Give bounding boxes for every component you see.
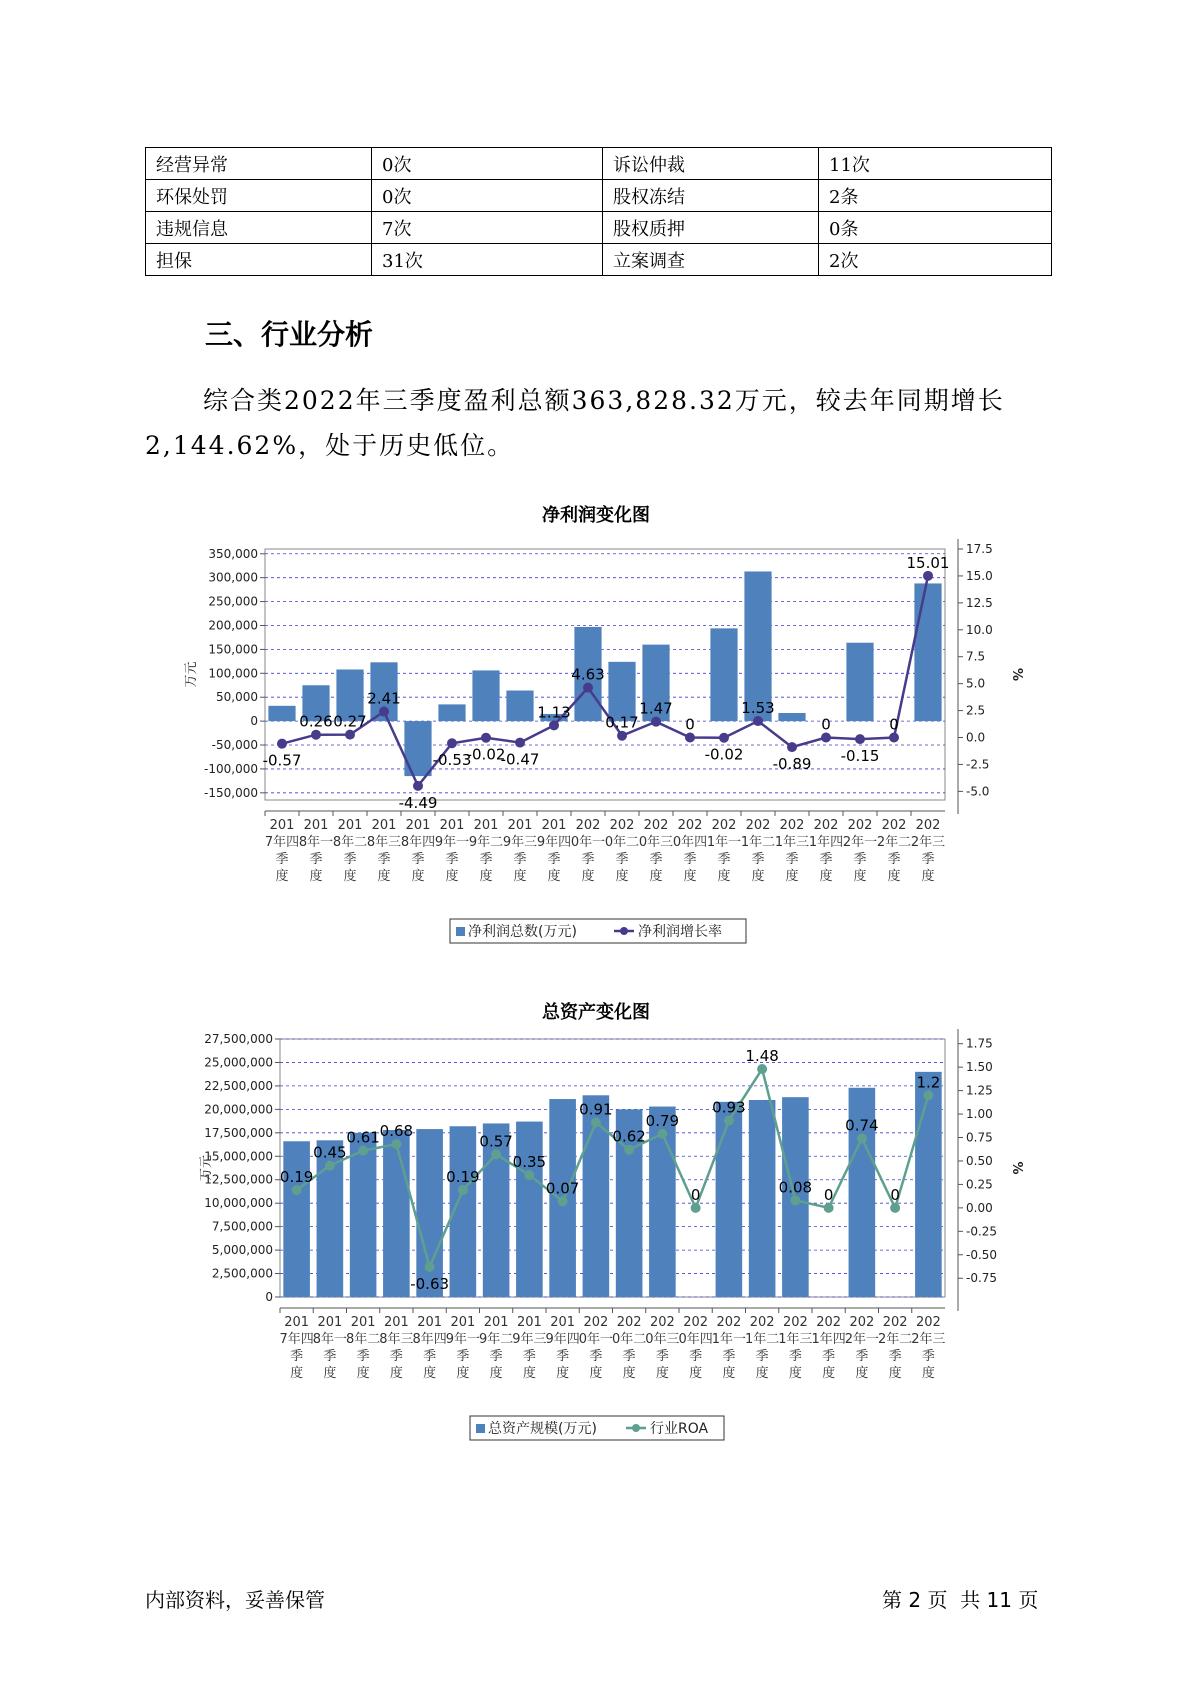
data-label: -0.57 (262, 751, 302, 770)
line-point (624, 1145, 634, 1155)
y2-tick-label: 5.0 (966, 676, 986, 691)
x-tick-label: 202 2年三季度 (910, 818, 946, 884)
line-point (617, 731, 627, 741)
x-tick-label: 201 8年四季度 (400, 818, 436, 884)
data-label: 0.68 (379, 1122, 414, 1141)
data-label: 0 (685, 715, 695, 734)
line-point (923, 571, 933, 581)
line-point (657, 1129, 667, 1139)
line-point (583, 683, 593, 693)
y-tick-label: 150,000 (208, 642, 258, 657)
x-tick-label: 202 2年一季度 (842, 818, 878, 884)
x-tick-label: 201 8年三季度 (366, 818, 402, 884)
table-value-cell: 31次 (372, 244, 603, 276)
data-label: 1.48 (745, 1047, 779, 1066)
data-label: 0.26 (299, 712, 333, 731)
bar (846, 643, 873, 721)
table-label-cell: 股权冻结 (603, 180, 819, 212)
y-tick-label: -50,000 (211, 738, 258, 753)
data-label: 0.74 (845, 1116, 879, 1135)
x-tick-label: 202 1年四季度 (808, 818, 844, 884)
net-profit-chart-title: 净利润变化图 (542, 505, 650, 526)
y2-tick-label: 0.75 (966, 1130, 993, 1145)
line-point (481, 733, 491, 743)
line-point (889, 733, 899, 743)
x-tick-label: 201 7年四季度 (279, 1315, 314, 1381)
x-tick-label: 202 0年一季度 (570, 818, 606, 884)
y2-tick-label: -5.0 (966, 784, 990, 799)
bar (438, 704, 465, 721)
line-point (491, 1149, 501, 1159)
line-point (651, 717, 661, 727)
data-label: 0.19 (279, 1168, 314, 1187)
line-point (719, 733, 729, 743)
y-axis-title: 万元 (199, 1154, 214, 1182)
line-point (458, 1185, 468, 1195)
data-label: 0.35 (512, 1153, 547, 1172)
table-value-cell: 0条 (819, 212, 1052, 244)
y2-tick-label: 15.0 (966, 568, 993, 583)
data-label: 0 (889, 715, 899, 734)
data-label: 1.47 (639, 699, 673, 718)
bar (516, 1122, 543, 1297)
data-label: 0 (821, 715, 831, 734)
y-tick-label: 7,500,000 (211, 1219, 273, 1234)
data-label: -0.53 (432, 751, 472, 770)
section-heading: 三、行业分析 (205, 318, 374, 351)
total-assets-chart-title: 总资产变化图 (542, 1002, 650, 1023)
data-label: 0.08 (778, 1178, 813, 1197)
y2-tick-label: 0.00 (966, 1200, 993, 1215)
line-point (857, 1133, 867, 1143)
data-label: 0.57 (479, 1132, 513, 1151)
line-point (757, 1064, 767, 1074)
y-tick-label: 250,000 (208, 594, 258, 609)
y-tick-label: 300,000 (208, 570, 258, 585)
data-label: 0.19 (446, 1168, 480, 1187)
table-value-cell: 2次 (819, 244, 1052, 276)
bar (268, 706, 295, 721)
y-tick-label: -100,000 (204, 761, 258, 776)
data-label: 1.13 (537, 703, 571, 722)
line-point (447, 738, 457, 748)
table-label-cell: 经营异常 (146, 148, 372, 180)
data-label: 0.61 (346, 1128, 380, 1147)
line-point (311, 730, 321, 740)
x-tick-label: 202 0年三季度 (645, 1315, 680, 1381)
bar (710, 628, 737, 721)
data-label: -0.15 (840, 747, 880, 766)
line-point (358, 1146, 368, 1156)
y2-tick-label: 12.5 (966, 595, 993, 610)
y-tick-label: 25,000,000 (204, 1055, 273, 1070)
legend-line-marker (632, 1424, 640, 1432)
legend-line-marker (620, 927, 628, 935)
y2-axis-title: % (1009, 667, 1024, 682)
y2-tick-label: 7.5 (966, 649, 986, 664)
line-point (515, 738, 525, 748)
line-point (425, 1262, 435, 1272)
x-tick-label: 202 2年二季度 (876, 818, 912, 884)
y2-tick-label: 0.0 (966, 730, 986, 745)
footer-confidential: 内部资料，妥善保管 (145, 1588, 325, 1612)
line-point (724, 1116, 734, 1126)
y-tick-label: 10,000,000 (204, 1196, 273, 1211)
x-tick-label: 202 0年四季度 (672, 818, 708, 884)
y-tick-label: 20,000,000 (204, 1102, 273, 1117)
x-tick-label: 202 2年一季度 (844, 1315, 880, 1381)
net-profit-chart (180, 528, 1030, 958)
line-point (753, 716, 763, 726)
x-tick-label: 202 0年二季度 (604, 818, 640, 884)
line-point (790, 1195, 800, 1205)
line-point (691, 1203, 701, 1213)
x-tick-label: 201 8年二季度 (345, 1315, 381, 1381)
y-tick-label: 200,000 (208, 618, 258, 633)
x-tick-label: 201 9年四季度 (545, 1315, 580, 1381)
y-axis-title: 万元 (184, 661, 199, 688)
x-tick-label: 202 1年二季度 (744, 1315, 780, 1381)
y-tick-label: 0 (250, 714, 258, 729)
table-value-cell: 7次 (372, 212, 603, 244)
table-label-cell: 环保处罚 (146, 180, 372, 212)
y-tick-label: 100,000 (208, 666, 258, 681)
legend-bar-swatch (456, 927, 465, 936)
x-tick-label: 201 9年二季度 (468, 818, 504, 884)
legend-line-label: 行业ROA (650, 1421, 709, 1437)
chart-legend (470, 1416, 724, 1440)
data-label: -0.02 (466, 745, 506, 764)
table-label-cell: 诉讼仲裁 (603, 148, 819, 180)
x-tick-label: 202 0年一季度 (578, 1315, 614, 1381)
data-label: 0.79 (645, 1111, 680, 1130)
y-tick-label: 2,500,000 (211, 1266, 273, 1281)
x-tick-label: 201 9年三季度 (502, 818, 538, 884)
data-label: 15.01 (906, 553, 950, 572)
y2-tick-label: 1.00 (966, 1107, 993, 1122)
line-point (549, 720, 559, 730)
data-label: 1.53 (741, 699, 775, 718)
data-label: 0.17 (605, 713, 639, 732)
table-label-cell: 违规信息 (146, 212, 372, 244)
y2-tick-label: 0.50 (966, 1153, 993, 1168)
line-point (524, 1170, 534, 1180)
risk-info-table (145, 147, 1052, 276)
legend-bar-label: 总资产规模(万元) (488, 1421, 597, 1437)
x-tick-label: 202 2年二季度 (877, 1315, 913, 1381)
x-tick-label: 202 0年二季度 (611, 1315, 647, 1381)
legend-bar-label: 净利润总数(万元) (468, 924, 577, 940)
y2-tick-label: 1.75 (966, 1036, 993, 1051)
table-row (146, 212, 1052, 244)
x-tick-label: 201 8年一季度 (312, 1315, 348, 1381)
y2-tick-label: -0.25 (966, 1224, 998, 1239)
data-label: 0 (890, 1185, 900, 1204)
table-value-cell: 0次 (372, 148, 603, 180)
y2-tick-label: 2.5 (966, 703, 986, 718)
bar (506, 691, 533, 722)
data-label: 0.27 (333, 712, 367, 731)
y2-tick-label: 17.5 (966, 542, 993, 556)
y2-tick-label: -0.75 (966, 1271, 998, 1286)
total-assets-chart (180, 1025, 1030, 1455)
chart-legend (450, 919, 746, 943)
y-tick-label: 5,000,000 (211, 1243, 273, 1258)
line-point (824, 1203, 834, 1213)
data-label: 0.93 (712, 1098, 746, 1117)
data-label: 0.45 (313, 1143, 347, 1162)
bar (472, 670, 499, 721)
x-tick-label: 201 8年四季度 (412, 1315, 447, 1381)
line-point (379, 707, 389, 717)
table-value-cell: 0次 (372, 180, 603, 212)
y2-tick-label: 0.25 (966, 1177, 993, 1192)
data-label: 0.91 (579, 1100, 613, 1119)
data-label: 0.07 (545, 1179, 580, 1198)
data-label: 1.2 (916, 1073, 941, 1092)
line-point (855, 734, 865, 744)
x-tick-label: 202 1年三季度 (778, 1315, 813, 1381)
data-label: -0.89 (772, 755, 812, 774)
x-tick-label: 202 0年四季度 (678, 1315, 713, 1381)
x-tick-label: 201 7年四季度 (264, 818, 300, 884)
line-point (923, 1090, 933, 1100)
y2-tick-label: -2.5 (966, 757, 990, 772)
table-value-cell: 11次 (819, 148, 1052, 180)
table-row (146, 180, 1052, 212)
bar (383, 1130, 410, 1297)
line-point (890, 1203, 900, 1213)
line-point (591, 1117, 601, 1127)
data-label: 0.62 (612, 1127, 646, 1146)
line-point (345, 730, 355, 740)
bar (716, 1102, 743, 1297)
y-tick-label: -150,000 (204, 785, 258, 800)
bar (749, 1100, 776, 1297)
summary-paragraph (145, 378, 1005, 468)
data-label: -0.02 (704, 745, 744, 764)
line-point (277, 739, 287, 749)
y-tick-label: 22,500,000 (204, 1078, 273, 1093)
y2-tick-label: 1.25 (966, 1083, 993, 1098)
y2-tick-label: 10.0 (966, 622, 993, 637)
y-tick-label: 12,500,000 (204, 1172, 273, 1187)
bar (608, 662, 635, 721)
y-tick-label: 350,000 (208, 546, 258, 561)
summary-text: 综合类2022年三季度盈利总额363,828.32万元，较去年同期增长2,144.62%，处于历史低位。 (145, 386, 1005, 460)
x-tick-label: 201 8年三季度 (379, 1315, 414, 1381)
y2-tick-label: -0.50 (966, 1247, 998, 1262)
x-tick-label: 201 9年一季度 (445, 1315, 481, 1381)
x-tick-label: 201 8年一季度 (298, 818, 334, 884)
y2-axis-title: % (1009, 1161, 1024, 1175)
data-label: 4.63 (571, 665, 605, 684)
line-point (413, 781, 423, 791)
x-tick-label: 202 1年二季度 (740, 818, 776, 884)
bar (778, 713, 805, 721)
footer-page-number: 第 2 页 共 11 页 (882, 1588, 1039, 1612)
x-tick-label: 202 0年三季度 (638, 818, 674, 884)
table-row (146, 244, 1052, 276)
line-point (292, 1185, 302, 1195)
y2-tick-label: 1.50 (966, 1060, 993, 1075)
y-tick-label: 17,500,000 (204, 1125, 273, 1140)
x-tick-label: 202 1年一季度 (706, 818, 742, 884)
line-point (685, 733, 695, 743)
data-label: 0 (823, 1185, 834, 1204)
x-tick-label: 202 2年三季度 (911, 1315, 946, 1381)
table-label-cell: 担保 (146, 244, 372, 276)
data-label: -4.49 (398, 793, 438, 812)
bar (915, 1072, 942, 1297)
x-tick-label: 202 1年四季度 (811, 1315, 846, 1381)
legend-line-label: 净利润增长率 (638, 924, 722, 940)
table-row (146, 148, 1052, 180)
plot-frame (280, 1039, 945, 1297)
line-point (558, 1196, 568, 1206)
x-tick-label: 202 1年三季度 (774, 818, 810, 884)
line-point (391, 1139, 401, 1149)
table-value-cell: 2条 (819, 180, 1052, 212)
table-label-cell: 股权质押 (603, 212, 819, 244)
x-tick-label: 201 8年二季度 (332, 818, 368, 884)
x-tick-label: 201 9年三季度 (512, 1315, 547, 1381)
y-tick-label: 50,000 (216, 690, 258, 705)
line-point (787, 742, 797, 752)
line-point (821, 733, 831, 743)
legend-bar-swatch (476, 1424, 485, 1433)
table-label-cell: 立案调查 (603, 244, 819, 276)
data-label: -0.63 (410, 1274, 450, 1293)
y-tick-label: 0 (265, 1290, 273, 1304)
x-tick-label: 202 1年一季度 (711, 1315, 747, 1381)
data-label: 0 (690, 1185, 701, 1204)
x-tick-label: 201 9年一季度 (434, 818, 470, 884)
x-tick-label: 201 9年四季度 (536, 818, 572, 884)
data-label: 2.41 (367, 689, 401, 708)
bar (283, 1141, 310, 1297)
y-tick-label: 27,500,000 (204, 1032, 273, 1046)
line-point (325, 1161, 335, 1171)
x-tick-label: 201 9年二季度 (478, 1315, 514, 1381)
y-tick-label: 15,000,000 (204, 1149, 273, 1164)
data-label: -0.47 (500, 750, 540, 769)
bar (914, 583, 941, 721)
bar (350, 1133, 377, 1297)
